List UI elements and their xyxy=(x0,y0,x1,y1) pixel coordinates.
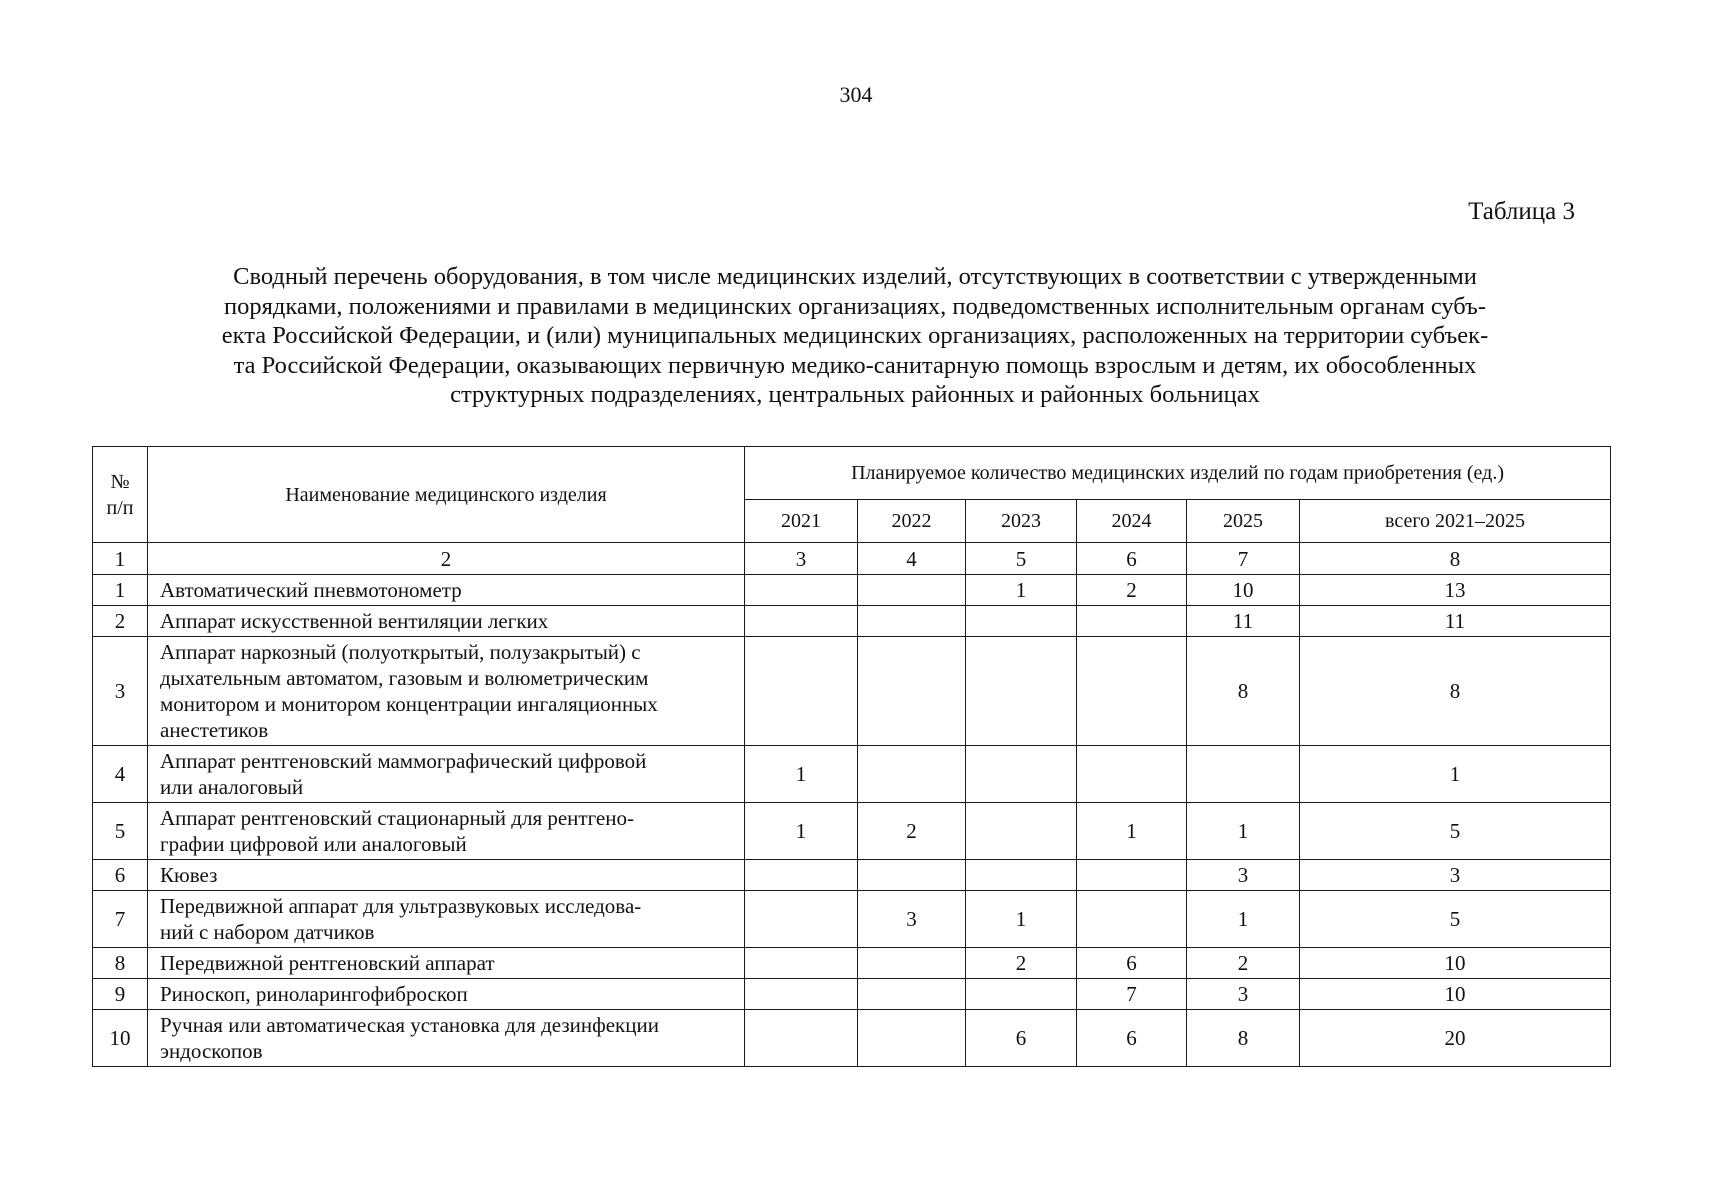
cell-2024: 2 xyxy=(1077,575,1187,606)
row-num: 7 xyxy=(93,891,148,948)
row-name-line: Автоматический пневмотонометр xyxy=(160,578,462,602)
cell-2022: 2 xyxy=(858,803,966,860)
table-row xyxy=(93,606,1611,637)
row-name-line: анестетиков xyxy=(160,718,269,742)
row-num: 8 xyxy=(93,948,148,979)
cell-total: 13 xyxy=(1300,575,1611,606)
table-row xyxy=(93,860,1611,891)
cell-2022 xyxy=(858,979,966,1010)
cell-2024 xyxy=(1077,637,1187,746)
cell-2025: 1 xyxy=(1187,891,1300,948)
cell-2021 xyxy=(745,860,858,891)
row-name-line: Аппарат искусственной вентиляции легких xyxy=(160,609,549,633)
table-row xyxy=(93,575,1611,606)
table-row xyxy=(93,979,1611,1010)
header-planned: Планируемое количество медицинских изделий по годам приобретения (ед.) xyxy=(745,447,1611,500)
cell-2024: 1 xyxy=(1077,803,1187,860)
table-row xyxy=(93,803,1611,860)
column-number: 3 xyxy=(745,543,858,575)
row-name xyxy=(148,746,745,803)
cell-2022 xyxy=(858,948,966,979)
row-name-line: Риноскоп, риноларингофиброскоп xyxy=(160,982,468,1006)
header-year-2021: 2021 xyxy=(745,500,858,543)
title-line: та Российской Федерации, оказывающих первичную медико-санитарную помощь взрослым и детям, их обособленных xyxy=(233,351,1477,379)
column-number: 7 xyxy=(1187,543,1300,575)
cell-2023 xyxy=(966,606,1077,637)
column-number: 1 xyxy=(93,543,148,575)
row-name xyxy=(148,637,745,746)
cell-2025 xyxy=(1187,746,1300,803)
cell-total: 5 xyxy=(1300,891,1611,948)
cell-2022 xyxy=(858,606,966,637)
cell-2023: 2 xyxy=(966,948,1077,979)
cell-2022 xyxy=(858,746,966,803)
cell-2024: 7 xyxy=(1077,979,1187,1010)
column-number: 6 xyxy=(1077,543,1187,575)
row-name xyxy=(148,606,745,637)
row-name xyxy=(148,1010,745,1067)
header-year-2022: 2022 xyxy=(858,500,966,543)
column-number-row xyxy=(93,543,1611,575)
row-num: 2 xyxy=(93,606,148,637)
row-name-line: Кювез xyxy=(160,863,218,887)
cell-2025: 8 xyxy=(1187,1010,1300,1067)
header-name: Наименование медицинского изделия xyxy=(148,447,745,543)
cell-2025: 11 xyxy=(1187,606,1300,637)
cell-total: 10 xyxy=(1300,948,1611,979)
cell-2021 xyxy=(745,606,858,637)
row-name-line: ний с набором датчиков xyxy=(160,920,375,944)
cell-2024: 6 xyxy=(1077,948,1187,979)
title-line: екта Российской Федерации, и (или) муниципальных медицинских организациях, расположенных на территории субъек- xyxy=(221,322,1489,349)
cell-2024 xyxy=(1077,891,1187,948)
row-name xyxy=(148,575,745,606)
cell-2023 xyxy=(966,637,1077,746)
row-name-line: Передвижной аппарат для ультразвуковых исследова- xyxy=(160,894,642,918)
row-name-line: Аппарат рентгеновский стационарный для рентгено- xyxy=(160,806,634,830)
row-name xyxy=(148,803,745,860)
table-row xyxy=(93,1010,1611,1067)
header-year-2025: 2025 xyxy=(1187,500,1300,543)
row-num: 4 xyxy=(93,746,148,803)
cell-2023 xyxy=(966,746,1077,803)
row-name xyxy=(148,891,745,948)
cell-2024 xyxy=(1077,860,1187,891)
cell-2025: 8 xyxy=(1187,637,1300,746)
row-num: 1 xyxy=(93,575,148,606)
row-name-line: эндоскопов xyxy=(160,1039,263,1063)
cell-2021 xyxy=(745,575,858,606)
cell-2021 xyxy=(745,948,858,979)
equipment-table xyxy=(92,446,1611,1067)
cell-2023 xyxy=(966,803,1077,860)
column-number: 8 xyxy=(1300,543,1611,575)
table-row xyxy=(93,637,1611,746)
row-num: 6 xyxy=(93,860,148,891)
row-name-line: или аналоговый xyxy=(160,775,304,799)
cell-2021 xyxy=(745,1010,858,1067)
cell-total: 10 xyxy=(1300,979,1611,1010)
cell-total: 3 xyxy=(1300,860,1611,891)
document-title xyxy=(120,262,1590,410)
table-label: Таблица 3 xyxy=(1468,198,1575,225)
header-num-pp: п/п xyxy=(106,496,134,519)
cell-2022 xyxy=(858,575,966,606)
row-num: 5 xyxy=(93,803,148,860)
table-row xyxy=(93,948,1611,979)
cell-2023: 1 xyxy=(966,891,1077,948)
cell-2025: 2 xyxy=(1187,948,1300,979)
cell-2022: 3 xyxy=(858,891,966,948)
cell-total: 1 xyxy=(1300,746,1611,803)
cell-2023 xyxy=(966,979,1077,1010)
cell-total: 5 xyxy=(1300,803,1611,860)
cell-2025: 10 xyxy=(1187,575,1300,606)
row-name xyxy=(148,948,745,979)
cell-2025: 1 xyxy=(1187,803,1300,860)
cell-2023: 6 xyxy=(966,1010,1077,1067)
row-name-line: Ручная или автоматическая установка для дезинфекции xyxy=(160,1013,659,1037)
row-name xyxy=(148,860,745,891)
cell-total: 8 xyxy=(1300,637,1611,746)
title-line: Сводный перечень оборудования, в том числе медицинских изделий, отсутствующих в соответствии с утвержденными xyxy=(233,263,1477,290)
header-num xyxy=(93,447,148,543)
cell-2022 xyxy=(858,637,966,746)
row-num: 3 xyxy=(93,637,148,746)
cell-2022 xyxy=(858,860,966,891)
column-number: 4 xyxy=(858,543,966,575)
row-num: 10 xyxy=(93,1010,148,1067)
header-year-2023: 2023 xyxy=(966,500,1077,543)
row-name-line: Аппарат наркозный (полуоткрытый, полузакрытый) с xyxy=(160,640,641,664)
column-number: 5 xyxy=(966,543,1077,575)
cell-2021 xyxy=(745,637,858,746)
row-name-line: монитором и монитором концентрации ингаляционных xyxy=(160,692,658,716)
cell-2024 xyxy=(1077,746,1187,803)
cell-2021: 1 xyxy=(745,803,858,860)
header-year-2024: 2024 xyxy=(1077,500,1187,543)
cell-2021 xyxy=(745,891,858,948)
header-num-sign: № xyxy=(110,470,130,493)
title-line: структурных подразделениях, центральных районных и районных больницах xyxy=(450,381,1260,408)
cell-total: 20 xyxy=(1300,1010,1611,1067)
row-name-line: дыхательным автоматом, газовым и волюметрическим xyxy=(160,666,649,690)
table-row xyxy=(93,746,1611,803)
row-name xyxy=(148,979,745,1010)
header-total: всего 2021–2025 xyxy=(1300,500,1611,543)
row-name-line: графии цифровой или аналоговый xyxy=(160,832,467,856)
cell-2024 xyxy=(1077,606,1187,637)
row-num: 9 xyxy=(93,979,148,1010)
page-number: 304 xyxy=(839,82,873,107)
column-number: 2 xyxy=(148,543,745,575)
cell-2024: 6 xyxy=(1077,1010,1187,1067)
cell-2025: 3 xyxy=(1187,860,1300,891)
cell-total: 11 xyxy=(1300,606,1611,637)
row-name-line: Передвижной рентгеновский аппарат xyxy=(160,951,495,975)
header-row xyxy=(93,447,1611,500)
title-line: порядками, положениями и правилами в медицинских организациях, подведомственных исполнительным органам субъ- xyxy=(224,292,1486,320)
cell-2023 xyxy=(966,860,1077,891)
cell-2022 xyxy=(858,1010,966,1067)
row-name-line: Аппарат рентгеновский маммографический цифровой xyxy=(160,749,647,773)
cell-2021 xyxy=(745,979,858,1010)
table-row xyxy=(93,891,1611,948)
cell-2021: 1 xyxy=(745,746,858,803)
cell-2023: 1 xyxy=(966,575,1077,606)
cell-2025: 3 xyxy=(1187,979,1300,1010)
